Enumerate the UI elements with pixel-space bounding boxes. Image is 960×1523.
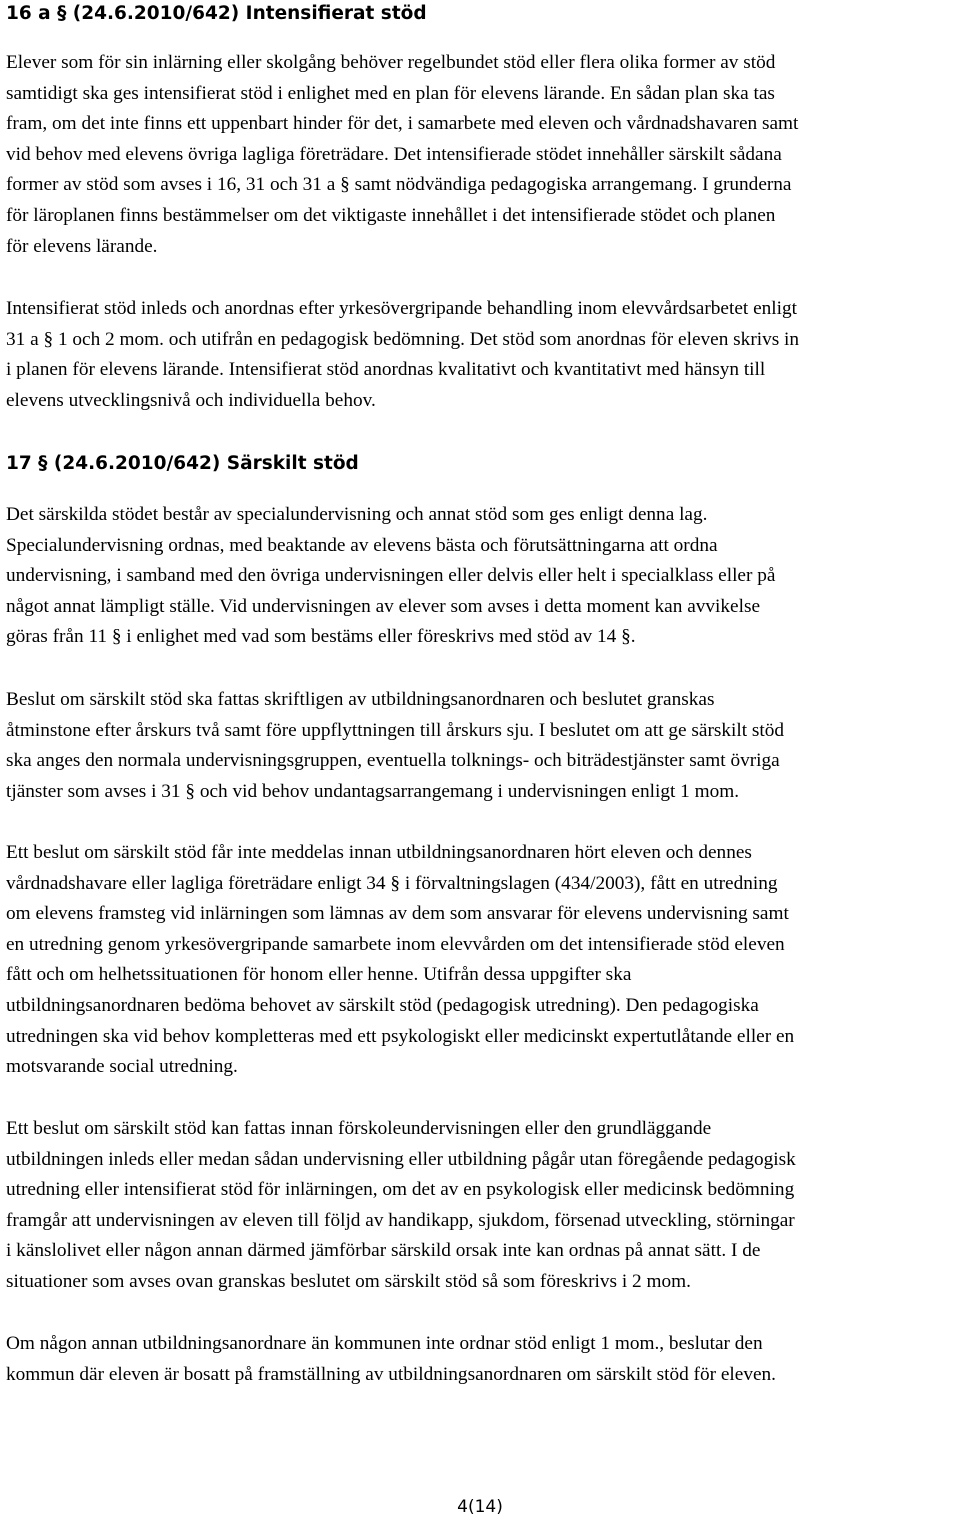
text-line: i planen för elevens lärande. Intensifierat stöd anordnas kvalitativt och kvantitativt med hänsyn till — [6, 359, 766, 381]
paragraph — [6, 1114, 956, 1298]
paragraph — [6, 48, 956, 262]
text-line: utredningen ska vid behov kompletteras med ett psykologiskt eller medicinskt expertutlåtande eller en — [6, 1025, 795, 1047]
text-line: kommun där eleven är bosatt på framställning av utbildningsanordnaren om särskilt stöd för eleven. — [6, 1363, 776, 1385]
text-line: motsvarande social utredning. — [6, 1056, 238, 1078]
text-line: Ett beslut om särskilt stöd kan fattas innan förskoleundervisningen eller den grundläggande — [6, 1118, 712, 1139]
text-line: Specialundervisning ordnas, med beaktande av elevens bästa och förutsättningarna att ordna — [6, 534, 718, 556]
text-line: utredning eller intensifierat stöd för inlärningen, om det av en psykologisk eller medicinsk bedömning — [6, 1179, 795, 1201]
text-line: tjänster som avses i 31 § och vid behov undantagsarrangemang i undervisningen enligt 1 mom. — [6, 780, 740, 802]
page-number: 4(14) — [457, 1497, 503, 1517]
section-heading: 16 a § (24.6.2010/642) Intensifierat stöd — [6, 3, 427, 24]
text-line: Om någon annan utbildningsanordnare än kommunen inte ordnar stöd enligt 1 mom., beslutar den — [6, 1333, 763, 1354]
text-line: utbildningsanordnaren bedöma behovet av särskilt stöd (pedagogisk utredning). Den pedagogiska — [6, 994, 759, 1016]
paragraph — [6, 685, 956, 807]
text-line: i känslolivet eller någon annan därmed jämförbar särskild orsak inte kan ordnas på annat sätt. I de — [6, 1240, 761, 1262]
text-line: för elevens lärande. — [6, 235, 158, 257]
text-line: fått och om helhetssituationen för honom eller henne. Utifrån dessa uppgifter ska — [6, 964, 632, 986]
paragraph — [6, 294, 956, 416]
text-line: Beslut om särskilt stöd ska fattas skriftligen av utbildningsanordnaren och beslutet granskas — [6, 689, 715, 710]
text-line: om elevens framsteg vid inlärningen som lämnas av dem som ansvarar för elevens undervisning samt — [6, 903, 789, 925]
text-line: för läroplanen finns bestämmelser om det viktigaste innehållet i det intensifierade stödet och planen — [6, 204, 776, 226]
text-line: utbildningen inleds eller medan sådan undervisning eller utbildning pågår utan föregående pedagogisk — [6, 1148, 796, 1170]
paragraph — [6, 838, 956, 1083]
text-line: vårdnadshavare eller lagliga företrädare enligt 34 § i förvaltningslagen (434/2003), fått en utredning — [6, 872, 778, 894]
text-line: en utredning genom yrkesövergripande samarbete inom elevvården om det intensifierade stöd eleven — [6, 933, 785, 955]
text-line: åtminstone efter årskurs två samt före uppflyttningen till årskurs sju. I beslutet om att ge särskilt stöd — [6, 719, 785, 741]
text-line: fram, om det inte finns ett uppenbart hinder för det, i samarbete med eleven och vårdnadshavaren samt — [6, 113, 799, 135]
text-line: situationer som avses ovan granskas beslutet om särskilt stöd så som föreskrivs i 2 mom. — [6, 1270, 691, 1292]
text-line: något annat lämpligt ställe. Vid undervisningen av elever som avses i detta moment kan avvikelse — [6, 595, 761, 617]
text-line: Elever som för sin inlärning eller skolgång behöver regelbundet stöd eller flera olika former av stöd — [6, 52, 776, 73]
text-line: Intensifierat stöd inleds och anordnas efter yrkesövergripande behandling inom elevvårdsarbetet enligt — [6, 298, 797, 319]
section-heading: 17 § (24.6.2010/642) Särskilt stöd — [6, 453, 359, 474]
text-line: ska anges den normala undervisningsgruppen, eventuella tolknings- och biträdestjänster samt övriga — [6, 750, 780, 772]
text-line: framgår att undervisningen av eleven till följd av handikapp, sjukdom, försenad utveckling, störningar — [6, 1209, 795, 1231]
text-line: Ett beslut om särskilt stöd får inte meddelas innan utbildningsanordnaren hört eleven och dennes — [6, 842, 752, 863]
text-line: former av stöd som avses i 16, 31 och 31 a § samt nödvändiga pedagogiska arrangemang. I grunderna — [6, 174, 792, 196]
text-line: göras från 11 § i enlighet med vad som bestäms eller föreskrivs med stöd av 14 §. — [6, 626, 636, 648]
text-line: 31 a § 1 och 2 mom. och utifrån en pedagogisk bedömning. Det stöd som anordnas för eleven skrivs in — [6, 328, 800, 350]
text-line: undervisning, i samband med den övriga undervisningen eller delvis eller helt i specialklass eller på — [6, 565, 776, 587]
text-line: samtidigt ska ges intensifierat stöd i enlighet med en plan för elevens lärande. En sådan plan ska tas — [6, 82, 775, 104]
paragraph — [6, 1329, 956, 1390]
text-line: Det särskilda stödet består av specialundervisning och annat stöd som ges enligt denna lag. — [6, 504, 708, 525]
paragraph — [6, 500, 956, 653]
text-line: vid behov med elevens övriga lagliga företrädare. Det intensifierade stödet innehåller särskilt sådana — [6, 143, 782, 165]
text-line: elevens utvecklingsnivå och individuella behov. — [6, 389, 376, 411]
